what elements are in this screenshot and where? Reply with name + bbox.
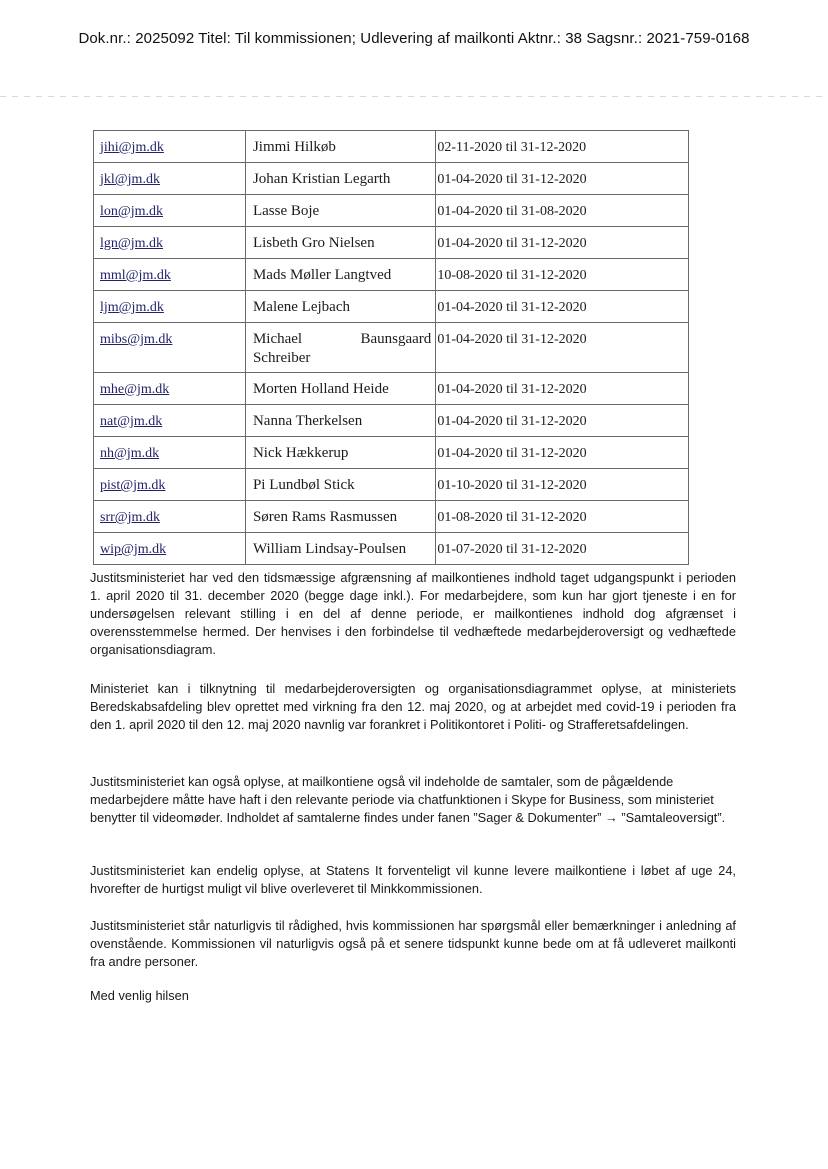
email-link[interactable]: nat@jm.dk bbox=[100, 414, 163, 429]
email-cell bbox=[94, 373, 246, 405]
email-cell bbox=[94, 437, 246, 469]
table-row bbox=[94, 131, 689, 163]
mail-accounts-table-body bbox=[94, 131, 689, 565]
period-cell: 01-04-2020 til 31-12-2020 bbox=[436, 437, 689, 469]
period-cell: 01-04-2020 til 31-12-2020 bbox=[436, 163, 689, 195]
email-cell bbox=[94, 323, 246, 373]
name-cell: Johan Kristian Legarth bbox=[245, 163, 435, 195]
name-cell: Lasse Boje bbox=[245, 195, 435, 227]
table-row bbox=[94, 501, 689, 533]
table-row bbox=[94, 163, 689, 195]
name-cell: Morten Holland Heide bbox=[245, 373, 435, 405]
email-cell bbox=[94, 195, 246, 227]
table-row bbox=[94, 323, 689, 373]
period-cell: 01-04-2020 til 31-12-2020 bbox=[436, 405, 689, 437]
email-link[interactable]: pist@jm.dk bbox=[100, 478, 166, 493]
paragraph-delivery: Justitsministeriet kan endelig oplyse, at Statens It forventeligt vil kunne levere mailkontiene i løbet af uge 24, hvorefter de hurtigst muligt vil blive overleveret til Minkkommissionen. bbox=[90, 863, 736, 896]
name-cell: Pi Lundbøl Stick bbox=[245, 469, 435, 501]
email-link[interactable]: lgn@jm.dk bbox=[100, 236, 164, 251]
document-header: Dok.nr.: 2025092 Titel: Til kommissionen; Udlevering af mailkonti Aktnr.: 38 Sagsnr.: 2021-759-0168 bbox=[78, 30, 750, 47]
table-row bbox=[94, 227, 689, 259]
paragraph-availability: Justitsministeriet står naturligvis til rådighed, hvis kommissionen har spørgsmål eller bemærkninger i anledning af ovenstående. Kommissionen vil naturligvis også på et senere tidspunkt kunne bede om at få udleveret mailkonti fra andre personer. bbox=[90, 918, 736, 969]
period-cell: 01-04-2020 til 31-12-2020 bbox=[436, 291, 689, 323]
email-cell bbox=[94, 227, 246, 259]
email-cell bbox=[94, 291, 246, 323]
name-cell: Søren Rams Rasmussen bbox=[245, 501, 435, 533]
name-cell: Mads Møller Langtved bbox=[245, 259, 435, 291]
table-row bbox=[94, 373, 689, 405]
email-cell bbox=[94, 163, 246, 195]
header-divider bbox=[0, 96, 828, 97]
period-cell: 01-04-2020 til 31-12-2020 bbox=[436, 323, 689, 373]
email-link[interactable]: mml@jm.dk bbox=[100, 268, 171, 283]
name-cell: Jimmi Hilkøb bbox=[245, 131, 435, 163]
closing-greeting: Med venlig hilsen bbox=[90, 988, 189, 1003]
email-link[interactable]: jkl@jm.dk bbox=[100, 172, 160, 187]
period-cell: 01-04-2020 til 31-12-2020 bbox=[436, 373, 689, 405]
email-link[interactable]: jihi@jm.dk bbox=[100, 140, 164, 155]
table-row bbox=[94, 259, 689, 291]
table-row bbox=[94, 437, 689, 469]
email-link[interactable]: srr@jm.dk bbox=[100, 510, 160, 525]
email-cell bbox=[94, 469, 246, 501]
period-cell: 01-10-2020 til 31-12-2020 bbox=[436, 469, 689, 501]
mail-accounts-table bbox=[93, 130, 689, 565]
period-cell: 01-07-2020 til 31-12-2020 bbox=[436, 533, 689, 565]
email-cell bbox=[94, 405, 246, 437]
table-row bbox=[94, 469, 689, 501]
name-cell: Nick Hækkerup bbox=[245, 437, 435, 469]
period-cell: 02-11-2020 til 31-12-2020 bbox=[436, 131, 689, 163]
paragraph-time-delimitation: Justitsministeriet har ved den tidsmæssige afgrænsning af mailkontienes indhold taget udgangspunkt i perioden 1. april 2020 til 31. december 2020 (begge dage inkl.). For medarbejdere, som kun har gjort tjeneste i en for undersøgelsen relevant stilling i en del af denne periode, er mailkontienes indhold dog afgrænset i overensstemmelse hermed. Der henvises i den forbindelse til vedhæftede medarbejderoversigt og vedhæftede organisationsdiagram. bbox=[90, 570, 736, 657]
email-cell bbox=[94, 533, 246, 565]
email-cell bbox=[94, 131, 246, 163]
name-cell: Lisbeth Gro Nielsen bbox=[245, 227, 435, 259]
paragraph-skype-chats: Justitsministeriet kan også oplyse, at mailkontiene også vil indeholde de samtaler, som de pågældende medarbejdere måtte have haft i den relevante periode via chatfunktionen i Skype for Business, som ministeriet benytter til videomøder. Indholdet af samtalerne findes under fanen ”Sager & Dokumenter” → ”Samtaleoversigt”. bbox=[90, 774, 726, 825]
name-cell: Nanna Therkelsen bbox=[245, 405, 435, 437]
name-cell: Malene Lejbach bbox=[245, 291, 435, 323]
email-link[interactable]: lon@jm.dk bbox=[100, 204, 164, 219]
period-cell: 10-08-2020 til 31-12-2020 bbox=[436, 259, 689, 291]
table-row bbox=[94, 291, 689, 323]
email-cell bbox=[94, 259, 246, 291]
paragraph-organisation: Ministeriet kan i tilknytning til medarbejderoversigten og organisationsdiagrammet oplyse, at ministeriets Beredskabsafdeling blev oprettet med virkning fra den 12. maj 2020, og at arbejdet med covid-19 i perioden fra den 1. april 2020 til den 12. maj 2020 navnlig var forankret i Politikontoret i Politi- og Strafferetsafdelingen. bbox=[90, 681, 736, 732]
email-link[interactable]: mhe@jm.dk bbox=[100, 382, 170, 397]
email-link[interactable]: nh@jm.dk bbox=[100, 446, 160, 461]
email-link[interactable]: wip@jm.dk bbox=[100, 542, 167, 557]
table-row bbox=[94, 533, 689, 565]
email-link[interactable]: ljm@jm.dk bbox=[100, 300, 164, 315]
name-cell: Michael Baunsgaard Schreiber bbox=[245, 323, 435, 373]
period-cell: 01-04-2020 til 31-08-2020 bbox=[436, 195, 689, 227]
period-cell: 01-08-2020 til 31-12-2020 bbox=[436, 501, 689, 533]
email-link[interactable]: mibs@jm.dk bbox=[100, 332, 173, 347]
period-cell: 01-04-2020 til 31-12-2020 bbox=[436, 227, 689, 259]
table-row bbox=[94, 195, 689, 227]
table-row bbox=[94, 405, 689, 437]
email-cell bbox=[94, 501, 246, 533]
name-cell: William Lindsay-Poulsen bbox=[245, 533, 435, 565]
